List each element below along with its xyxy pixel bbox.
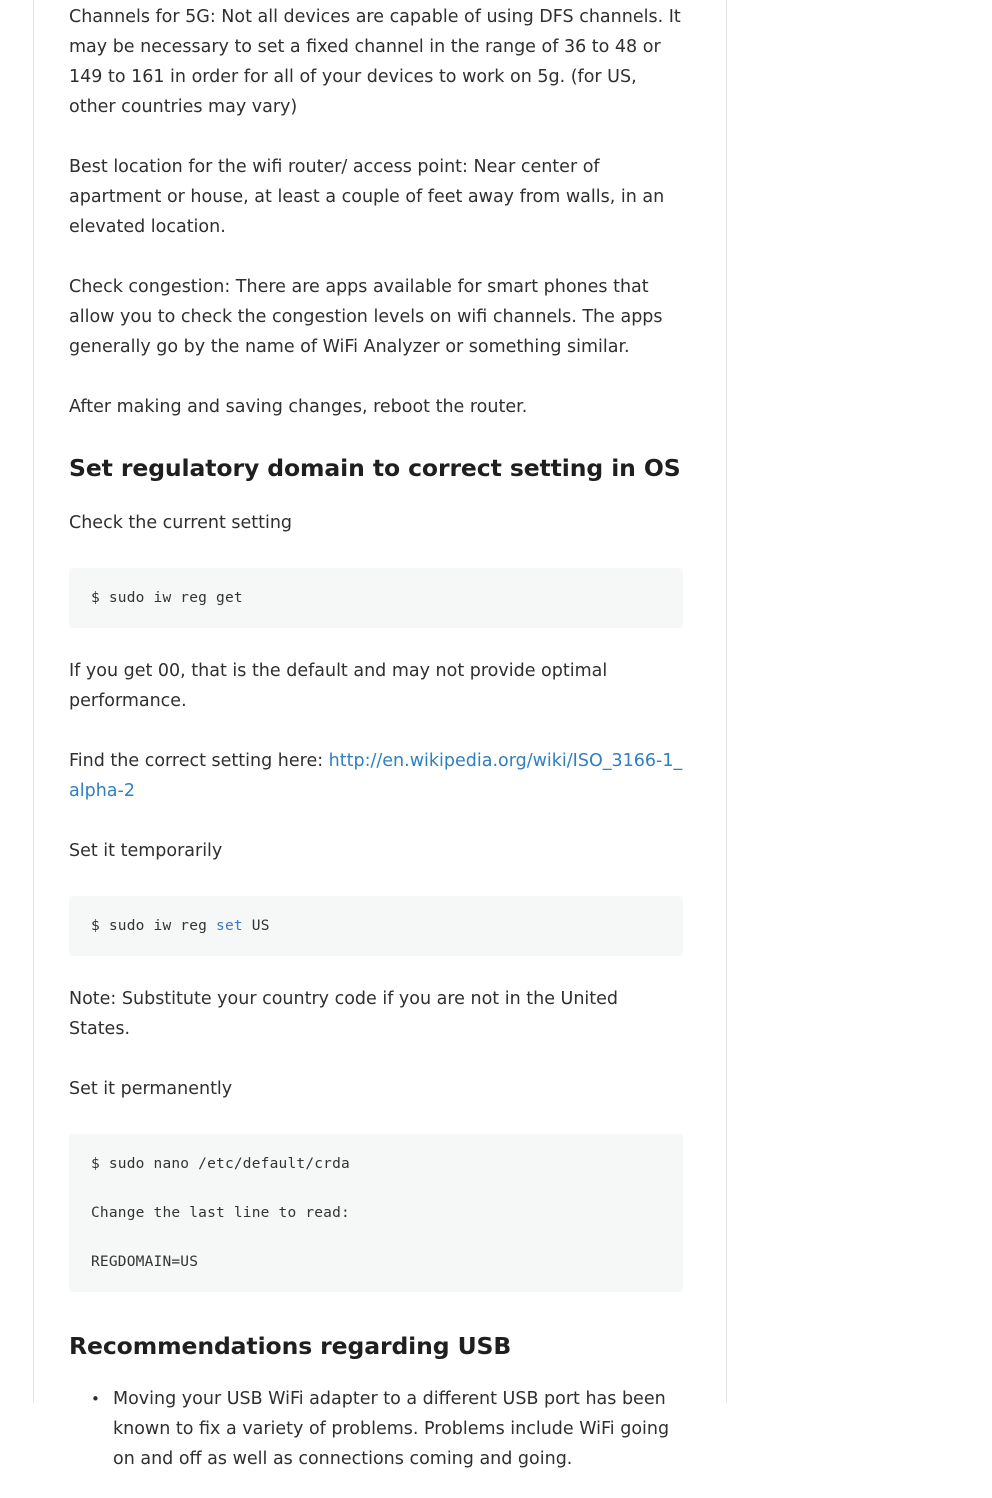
code-block-crda[interactable] — [69, 1134, 683, 1292]
paragraph-find-correct-setting — [69, 746, 683, 806]
list-item: • Moving your USB WiFi adapter to a different USB port has been known to fix a variety of problems. Problems include WiFi going on and off as well as connections coming and going. — [97, 1384, 683, 1474]
link-line-1: http://en.wikipedia.org — [328, 751, 527, 771]
find-setting-text: Find the correct setting here: — [69, 751, 329, 771]
paragraph-best-location: Best location for the wifi router/ access point: Near center of apartment or house, at least a couple of feet away from walls, in an elevated location. — [69, 157, 665, 237]
code-prompt: $ sudo iw reg — [91, 918, 217, 934]
usb-recommendations-list — [69, 1384, 683, 1474]
paragraph-default-note: If you get 00, that is the default and may not provide optimal performance. — [69, 661, 608, 711]
paragraph-check-congestion: Check congestion: There are apps available for smart phones that allow you to check the congestion levels on wifi channels. The apps generally go by the name of WiFi Analyzer or something similar. — [69, 277, 663, 357]
code-line: REGDOMAIN=US — [91, 1254, 199, 1270]
code-line — [91, 914, 661, 938]
left-margin-rule — [33, 0, 34, 1403]
heading-recommendations-usb: Recommendations regarding USB — [69, 1332, 512, 1360]
code-block-reg-get[interactable] — [69, 568, 683, 628]
document-content — [69, 0, 683, 1498]
heading-set-regulatory-domain: Set regulatory domain to correct setting in OS — [69, 454, 681, 482]
code-line: $ sudo iw reg get — [91, 590, 243, 606]
paragraph-set-temporarily: Set it temporarily — [69, 841, 223, 861]
code-value-country: US — [242, 918, 270, 934]
paragraph-reboot-router: After making and saving changes, reboot the router. — [69, 397, 528, 417]
code-line: Change the last line to read: — [91, 1205, 350, 1221]
code-block-reg-set[interactable] — [69, 896, 683, 956]
right-margin-rule — [726, 0, 727, 1403]
link-line-2: /wiki/ISO_3166-1_alpha-2 — [69, 751, 683, 801]
paragraph-check-current-setting: Check the current setting — [69, 513, 293, 533]
code-keyword-set: set — [216, 918, 243, 934]
paragraph-substitute-country-note: Note: Substitute your country code if you are not in the United States. — [69, 989, 619, 1039]
code-line: $ sudo nano /etc/default/crda — [91, 1156, 350, 1172]
paragraph-set-permanently: Set it permanently — [69, 1079, 233, 1099]
paragraph-channels-5g: Channels for 5G: Not all devices are capable of using DFS channels. It may be necessary to set a fixed channel in the range of 36 to 48 or 149 to 161 in order for all of your devices to work on 5g. (for US, other countries may vary) — [69, 7, 681, 117]
